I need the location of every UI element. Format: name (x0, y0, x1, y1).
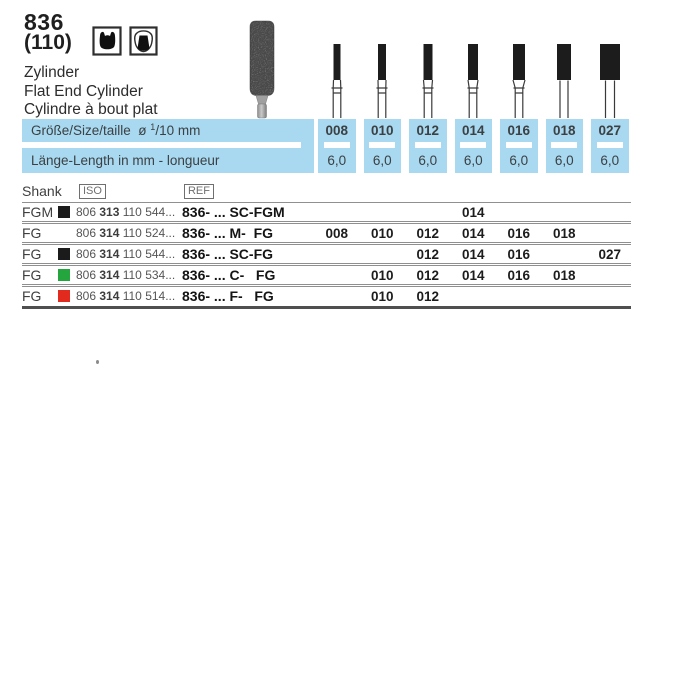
size-availability: 027 (598, 246, 622, 262)
size-availability: 014 (461, 225, 485, 241)
size-column-010: 010 6,0 (364, 119, 402, 173)
product-code: 836 (24, 9, 64, 35)
size-availability: 012 (416, 225, 440, 241)
ref-number: 836- ... SC-FGM (182, 204, 285, 220)
ref-column-header: REF (184, 184, 214, 199)
bur-diagram-014 (451, 44, 497, 118)
size-availability: 016 (507, 246, 531, 262)
iso-number: 806 314 110 524... (76, 226, 176, 240)
size-availability: 016 (507, 267, 531, 283)
catalog-table (22, 180, 631, 309)
size-availability: 016 (507, 225, 531, 241)
tooth-outline-icon (129, 26, 158, 57)
bur-diagram-016 (496, 44, 542, 118)
grit-color-square (58, 290, 70, 302)
rule (22, 306, 631, 309)
size-availability: 012 (416, 267, 440, 283)
bur-diagram-010 (360, 44, 406, 118)
bur-diagram-012 (405, 44, 451, 118)
iso-number: 806 313 110 544... (76, 205, 176, 219)
ref-number: 836- ... SC-FG (182, 246, 274, 262)
size-column-012: 012 6,0 (409, 119, 447, 173)
product-code-alt: (110) (24, 31, 72, 54)
size-column-014: 014 6,0 (455, 119, 493, 173)
size-availability: 012 (416, 246, 440, 262)
size-availability: 018 (552, 225, 576, 241)
size-availability: 010 (370, 288, 394, 304)
size-availability: 014 (461, 267, 485, 283)
size-column-016: 016 6,0 (500, 119, 538, 173)
table-row-sc-fgm: FGM 806 313 110 544... 836- ... SC-FGM 014 (22, 203, 631, 221)
iso-number: 806 314 110 534... (76, 268, 176, 282)
grit-color-square (58, 206, 70, 218)
shank-column-header: Shank (22, 183, 62, 199)
bur-diagram-008 (314, 44, 360, 118)
size-availability: 014 (461, 204, 485, 220)
grit-color-square (58, 269, 70, 281)
iso-number: 806 314 110 514... (76, 289, 176, 303)
ref-number: 836- ... C- FG (182, 267, 276, 283)
diamond-bur-photo (243, 18, 281, 120)
tooth-filled-icon (92, 26, 122, 57)
size-column-008: 008 6,0 (318, 119, 356, 173)
product-name-en: Flat End Cylinder (24, 82, 143, 100)
size-availability: 012 (416, 288, 440, 304)
size-column-018: 018 6,0 (546, 119, 584, 173)
size-length-labels (22, 119, 314, 173)
product-names (24, 64, 158, 120)
grit-color-square (58, 227, 70, 239)
size-availability: 008 (325, 225, 349, 241)
size-availability: 010 (370, 267, 394, 283)
size-label: Größe/Size/taille ø $^1$ /10 mm (31, 122, 201, 138)
size-availability: 010 (370, 225, 394, 241)
bur-diagram-row (314, 44, 633, 118)
size-column-027: 027 6,0 (591, 119, 629, 173)
table-row-c-fg: FG 806 314 110 534... 836- ... C- FG 010 012 014 016 018 (22, 266, 631, 284)
iso-number: 806 314 110 544... (76, 247, 176, 261)
catalog-table-header (22, 180, 631, 202)
product-name-de: Zylinder (24, 64, 80, 81)
iso-column-header: ISO (79, 184, 106, 199)
size-length-table (22, 119, 633, 173)
bur-diagram-027 (587, 44, 633, 118)
size-availability: 014 (461, 246, 485, 262)
table-row-m-fg: FG 806 314 110 524... 836- ... M- FG 008 010 012 014 016 018 (22, 224, 631, 242)
length-label: Länge-Length in mm - longueur (31, 153, 220, 168)
product-name-fr: Cylindre à bout plat (24, 101, 158, 118)
table-row-sc-fg: FG 806 314 110 544... 836- ... SC-FG 012 014 016 027 (22, 245, 631, 263)
ref-number: 836- ... M- FG (182, 225, 274, 241)
bur-diagram-018 (542, 44, 588, 118)
table-row-f-fg: FG 806 314 110 514... 836- ... F- FG 010 012 (22, 287, 631, 305)
grit-color-square (58, 248, 70, 260)
scan-speck (96, 360, 99, 364)
ref-number: 836- ... F- FG (182, 288, 274, 304)
size-availability: 018 (552, 267, 576, 283)
